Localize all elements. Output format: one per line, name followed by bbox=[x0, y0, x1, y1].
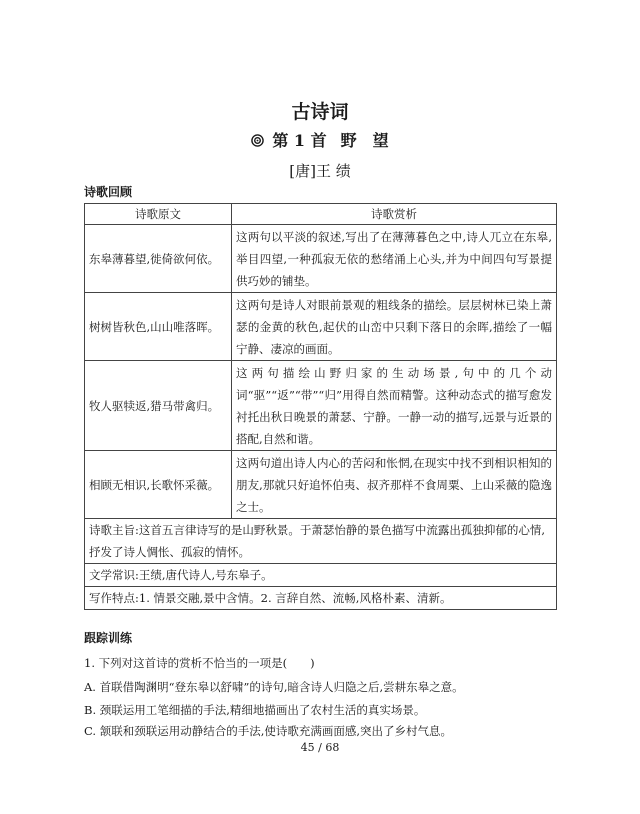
poem-number: 第 1 首 bbox=[272, 131, 327, 150]
poem-appreciation: 这两句是诗人对眼前景观的粗线条的描绘。层层树林已染上萧瑟的金黄的秋色,起伏的山峦中只剩下落日的余晖,描绘了一幅宁静、凄凉的画面。 bbox=[232, 293, 557, 361]
table-row bbox=[85, 451, 557, 519]
table-row bbox=[85, 587, 557, 610]
page-title: 古诗词 bbox=[291, 101, 349, 123]
option-c: C. 颔联和颈联运用动静结合的手法,使诗歌充满画面感,突出了乡村气息。 bbox=[84, 724, 453, 738]
option-a: A. 首联借陶渊明“登东皋以舒啸”的诗句,暗含诗人归隐之后,尝耕东皋之意。 bbox=[84, 680, 464, 694]
table-row bbox=[85, 564, 557, 587]
question-text: 1. 下列对这首诗的赏析不恰当的一项是( ) bbox=[84, 656, 315, 670]
poem-author: [唐]王 绩 bbox=[289, 162, 351, 180]
poem-appreciation: 这两句以平淡的叙述,写出了在薄薄暮色之中,诗人兀立在东皋,举目四望,一种孤寂无依的愁绪涌上心头,并为中间四句写景提供巧妙的铺垫。 bbox=[232, 225, 557, 293]
poem-review-table bbox=[84, 203, 557, 610]
table-header-row bbox=[85, 204, 557, 225]
option-b: B. 颈联运用工笔细描的手法,精细地描画出了农村生活的真实场景。 bbox=[84, 703, 426, 717]
poem-appreciation: 这两句描绘山野归家的生动场景,句中的几个动词“驱”“返”“带”“归”用得自然而精警。这种动态式的描写愈发衬托出秋日晚景的萧瑟、宁静。一静一动的描写,远景与近景的搭配,自然和谐。 bbox=[232, 361, 557, 451]
target-icon bbox=[251, 131, 264, 150]
poem-theme: 诗歌主旨:这首五言律诗写的是山野秋景。于萧瑟怡静的景色描写中流露出孤独抑郁的心情,抒发了诗人惆怅、孤寂的情怀。 bbox=[85, 519, 557, 564]
poem-line: 牧人驱犊返,猎马带禽归。 bbox=[85, 361, 232, 451]
table-row bbox=[85, 519, 557, 564]
poem-line: 树树皆秋色,山山唯落晖。 bbox=[85, 293, 232, 361]
poem-appreciation: 这两句道出诗人内心的苦闷和怅惘,在现实中找不到相识相知的朋友,那就只好追怀伯夷、叔齐那样不食周粟、上山采薇的隐逸之士。 bbox=[232, 451, 557, 519]
poem-name: 野 望 bbox=[340, 131, 389, 150]
writing-features: 写作特点:1. 情景交融,景中含情。2. 言辞自然、流畅,风格朴素、清新。 bbox=[85, 587, 557, 610]
poem-title bbox=[0, 128, 640, 151]
column-header: 诗歌原文 bbox=[85, 204, 232, 225]
practice-heading: 跟踪训练 bbox=[84, 631, 133, 645]
page-number: 45 / 68 bbox=[300, 741, 340, 754]
review-heading: 诗歌回顾 bbox=[84, 185, 133, 199]
table-row bbox=[85, 225, 557, 293]
poem-line: 东皋薄暮望,徙倚欲何依。 bbox=[85, 225, 232, 293]
table-row bbox=[85, 361, 557, 451]
column-header: 诗歌赏析 bbox=[232, 204, 557, 225]
poem-line: 相顾无相识,长歌怀采薇。 bbox=[85, 451, 232, 519]
table-row bbox=[85, 293, 557, 361]
literature-note: 文学常识:王绩,唐代诗人,号东皋子。 bbox=[85, 564, 557, 587]
